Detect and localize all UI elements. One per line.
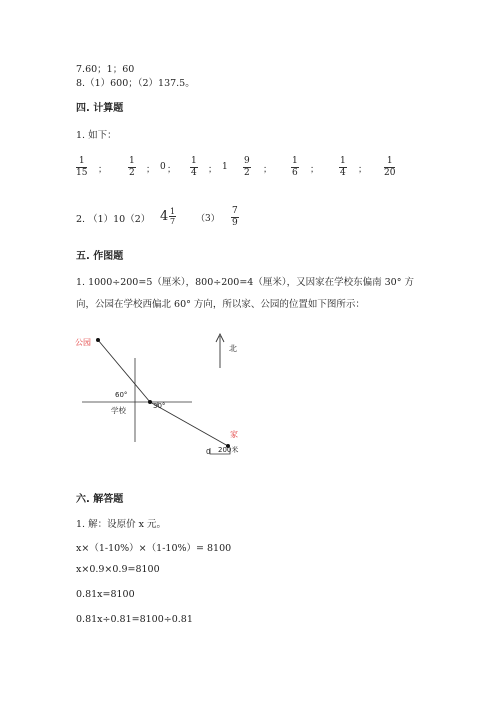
fraction-2: 1 2 (129, 156, 135, 178)
separator: ； (167, 165, 177, 175)
calc-item-2-prefix: 2. （1）10（2） (76, 214, 151, 225)
solution-line-4: 0.81x=8100 (76, 589, 135, 600)
drawing-line-2: 向，公园在学校西偏北 60° 方向，所以家、公园的位置如下图所示： (76, 299, 365, 310)
angle-60-label: 60° (115, 391, 128, 399)
fraction-7: 1 20 (384, 156, 396, 178)
calc-item-2-fraction: 7 9 (232, 206, 238, 228)
fraction-3: 1 4 (191, 156, 197, 178)
separator: ； (146, 165, 156, 175)
drawing-line-1: 1. 1000÷200=5（厘米），800÷200=4（厘米），又因家在学校东偏南 30° 方 (76, 277, 414, 288)
north-label: 北 (229, 344, 237, 353)
solution-line-5: 0.81x÷0.81=8100÷0.81 (76, 614, 193, 625)
park-label: 公园 (75, 338, 91, 347)
school-label: 学校 (111, 406, 126, 415)
home-label: 家 (230, 430, 238, 439)
zero-value: 0 (160, 162, 166, 172)
angle-30-label: 30° (153, 402, 166, 410)
separator: ； (208, 165, 218, 175)
mixed-number-integer: 4 (160, 209, 169, 224)
section-4-heading: 四. 计算题 (76, 103, 124, 114)
one-value: 1 (222, 162, 228, 172)
fraction-6: 1 4 (340, 156, 346, 178)
calc-item-1-label: 1. 如下： (76, 130, 117, 141)
mixed-number-fraction: 1 7 (170, 207, 176, 226)
calc-item-2-part3: （3） (196, 214, 220, 224)
fraction-1: 1 15 (76, 156, 88, 178)
scale-length-label: 200米 (218, 446, 239, 454)
solution-line-1: 1. 解：设原价 x 元。 (76, 519, 166, 530)
section-5-heading: 五. 作图题 (76, 251, 124, 262)
separator: ； (263, 165, 273, 175)
park-point (96, 338, 100, 342)
separator: ； (358, 165, 368, 175)
fraction-4: 9 2 (244, 156, 250, 178)
school-point (148, 400, 152, 404)
solution-line-2: x×（1-10%）×（1-10%）= 8100 (76, 543, 232, 554)
fraction-5: 1 6 (292, 156, 298, 178)
section-6-heading: 六. 解答题 (76, 494, 124, 505)
solution-line-3: x×0.9×0.9=8100 (76, 564, 160, 575)
separator: ； (98, 165, 108, 175)
answer-8: 8.（1）600；（2）137.5。 (76, 78, 195, 89)
scale-zero-label: 0 (206, 448, 211, 456)
answer-7: 7.60；1；60 (76, 64, 135, 75)
separator: ； (310, 165, 320, 175)
